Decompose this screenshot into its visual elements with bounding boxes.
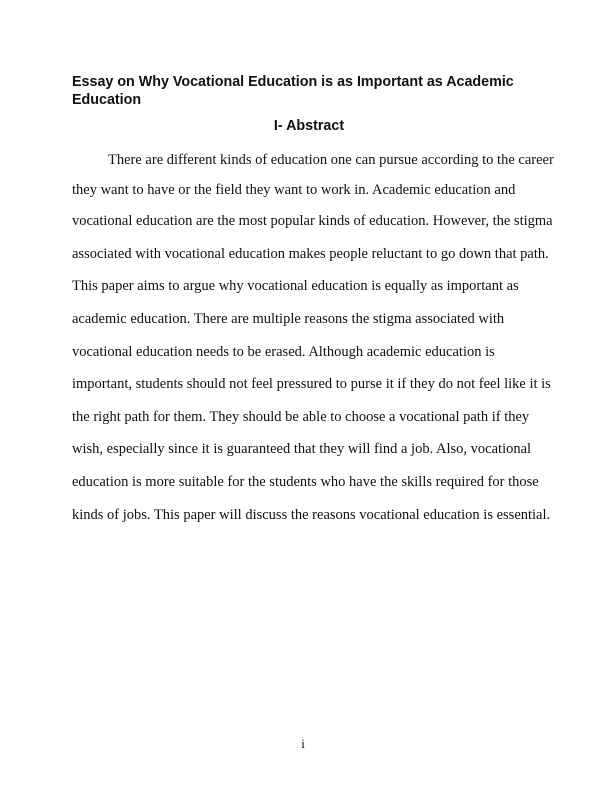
essay-title: Essay on Why Vocational Education is as Important as Academic Education [72,74,514,108]
abstract-line: vocational education needs to be erased. Although academic education is [72,344,495,360]
abstract-line: important, students should not feel pressured to purse it if they do not feel like it is [72,376,551,392]
abstract-line: the right path for them. They should be able to choose a vocational path if they [72,409,530,425]
abstract-line: associated with vocational education makes people reluctant to go down that path. [72,246,549,262]
abstract-line: This paper aims to argue why vocational education is equally as important as [72,278,519,294]
abstract-line: vocational education are the most popular kinds of education. However, the stigma [72,213,553,229]
section-heading-text: I- Abstract [273,118,345,134]
abstract-line: wish, especially since it is guaranteed that they will find a job. Also, vocational [72,441,532,457]
section-heading [0,117,606,135]
abstract-line: academic education. There are multiple reasons the stigma associated with [72,311,505,327]
abstract-line: they want to have or the field they want to work in. Academic education and [72,182,516,198]
abstract-line: There are different kinds of education one can pursue according to the career [108,152,554,168]
abstract-line: education is more suitable for the students who have the skills required for those [72,474,539,490]
page-number: i [301,736,305,751]
abstract-line: kinds of jobs. This paper will discuss the reasons vocational education is essential. [72,507,551,523]
